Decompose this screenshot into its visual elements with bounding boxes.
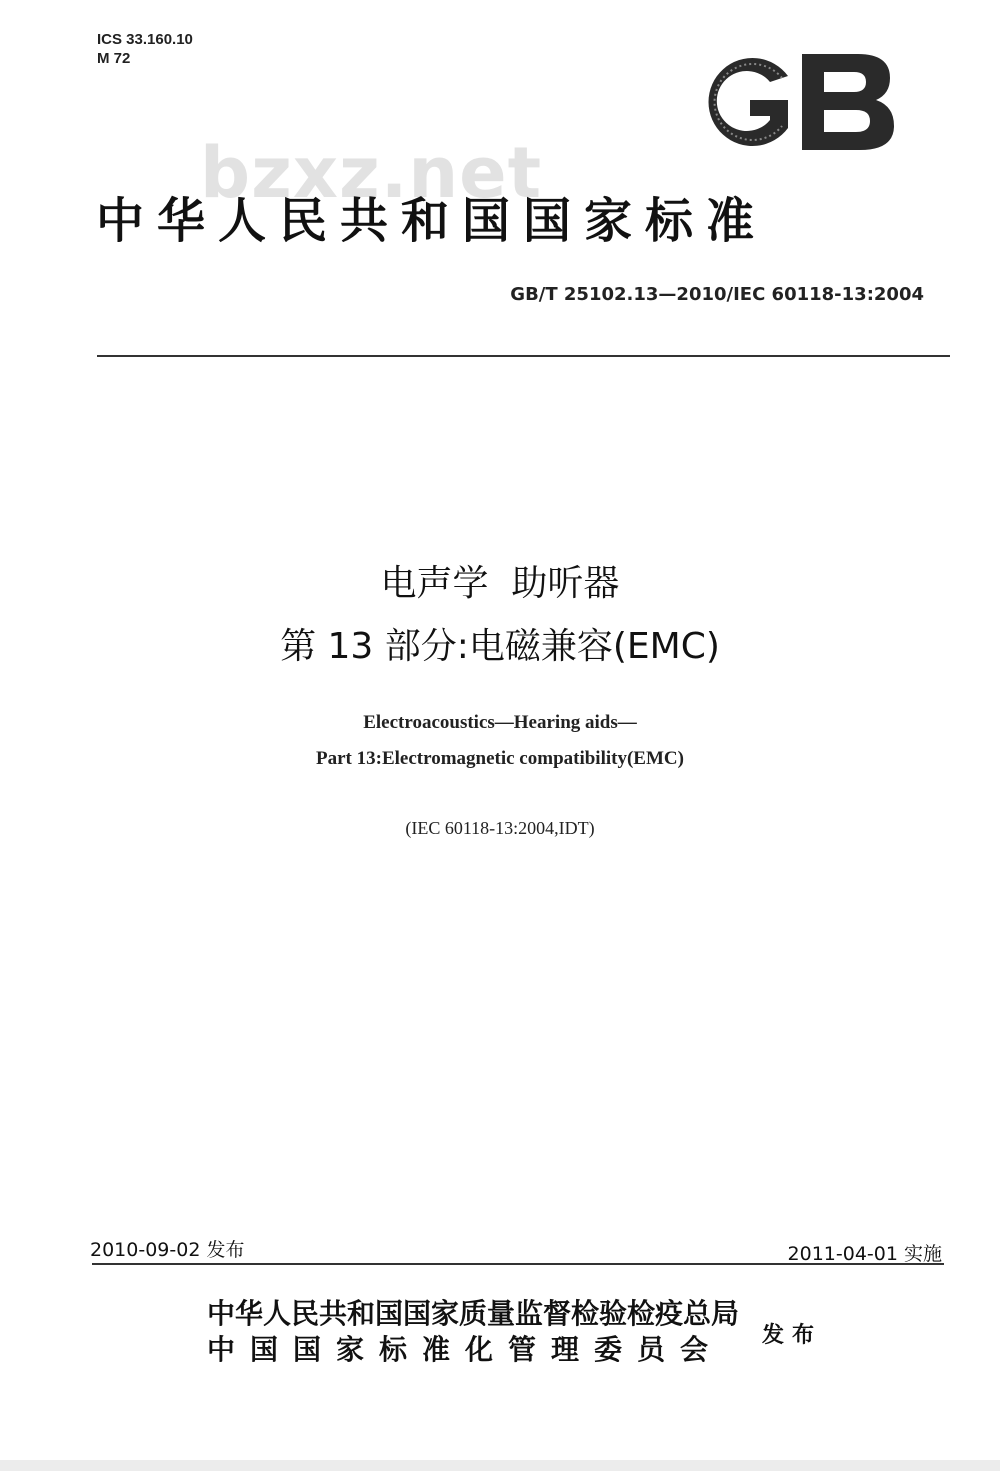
bottom-divider: [92, 1263, 944, 1265]
issuer-line2: 中国国家标准化管理委员会: [207, 1333, 724, 1366]
title-en-line2: Part 13:Electromagnetic compatibility(EMC): [316, 748, 684, 769]
implement-date: 2011-04-01 实施: [787, 1243, 942, 1265]
issuer-block: [207, 1296, 739, 1368]
watermark-text: bzxz.net: [200, 132, 543, 214]
publish-label: 发布: [762, 1323, 823, 1348]
gb-logo: [688, 46, 900, 156]
classification-code: M 72: [97, 50, 131, 67]
equivalence-note: (IEC 60118-13:2004,IDT): [405, 818, 595, 838]
issue-date: 2010-09-02 发布: [90, 1239, 245, 1261]
title-cn-line1: 电声学 助听器: [380, 563, 620, 604]
issuer-line1: 中华人民共和国国家质量监督检验检疫总局: [207, 1297, 740, 1330]
top-divider: [97, 355, 950, 357]
ics-code: ICS 33.160.10: [97, 31, 193, 48]
standard-number: GB/T 25102.13—2010/IEC 60118-13:2004: [510, 284, 924, 305]
national-standard-title: 中华人民共和国国家标准: [96, 193, 768, 249]
ics-code-block: [97, 30, 193, 68]
title-en-line1: Electroacoustics—Hearing aids—: [363, 712, 637, 733]
title-cn-line2: 第 13 部分:电磁兼容(EMC): [280, 626, 720, 667]
page-bottom-strip: [0, 1460, 1000, 1471]
